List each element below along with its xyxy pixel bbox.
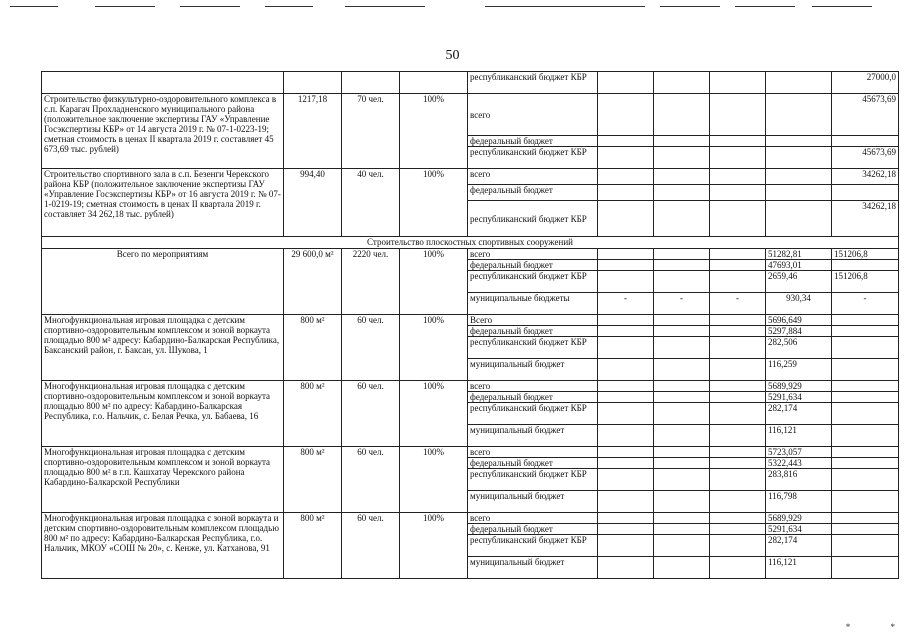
value-cell: 5689,929 — [766, 513, 832, 524]
value-cell: 282,174 — [766, 403, 832, 425]
top-rule — [10, 6, 58, 7]
capacity-cell: 60 чел. — [342, 315, 400, 381]
value-cell: 116,798 — [766, 491, 832, 513]
table-row — [42, 513, 899, 524]
project-description: Многофункциональная игровая площадка с детским спортивно-оздоровительным комплексом и зоной воркаута площадью 800 м² в г.п. Кашхатау Черекского района Кабардино-Балкарской Республики — [42, 447, 284, 513]
value-cell: - — [654, 293, 710, 315]
value-cell: 5322,443 — [766, 458, 832, 469]
value-cell: 151206,8 — [832, 249, 899, 260]
capacity-cell: 60 чел. — [342, 381, 400, 447]
percent-cell: 100% — [400, 169, 468, 237]
capacity-cell: 60 чел. — [342, 513, 400, 579]
area-cell: 800 м² — [284, 381, 342, 447]
source-cell: республиканский бюджет КБР — [468, 535, 598, 557]
value-cell: 5291,634 — [766, 392, 832, 403]
value-cell: 47693,01 — [766, 260, 832, 271]
source-cell: федеральный бюджет — [468, 260, 598, 271]
source-cell: муниципальный бюджет — [468, 359, 598, 381]
area-cell: 800 м² — [284, 513, 342, 579]
source-cell: федеральный бюджет — [468, 458, 598, 469]
table-row — [42, 72, 899, 94]
value-cell: 34262,18 — [832, 169, 899, 185]
source-cell: федеральный бюджет — [468, 185, 598, 201]
source-cell: республиканский бюджет КБР — [468, 271, 598, 293]
top-rule — [345, 6, 425, 7]
percent-cell: 100% — [400, 94, 468, 169]
source-cell: республиканский бюджет КБР — [468, 469, 598, 491]
percent-cell: 100% — [400, 447, 468, 513]
table-row — [42, 169, 899, 185]
source-cell: федеральный бюджет — [468, 392, 598, 403]
top-rule — [660, 6, 720, 7]
project-description: Многофункциональная игровая площадка с детским спортивно-оздоровительным комплексом и зоной воркаута площадью 800 м² адресу: Кабардино-Балкарская Республика, Баксанский район, г. Баксан, ул. Шукова, 1 — [42, 315, 284, 381]
source-cell: муниципальные бюджеты — [468, 293, 598, 315]
area-cell: 29 600,0 м² — [284, 249, 342, 315]
page-number: 50 — [445, 48, 460, 63]
area-cell: 800 м² — [284, 315, 342, 381]
top-rule — [735, 6, 795, 7]
percent-cell: 100% — [400, 513, 468, 579]
source-cell: муниципальный бюджет — [468, 557, 598, 579]
source-cell: федеральный бюджет — [468, 326, 598, 337]
value-cell: 5297,884 — [766, 326, 832, 337]
source-cell: муниципальный бюджет — [468, 491, 598, 513]
value-cell: 27000,0 — [832, 72, 899, 94]
source-cell: республиканский бюджет КБР — [468, 337, 598, 359]
value-cell: 45673,69 — [832, 94, 899, 136]
value-cell: 283,816 — [766, 469, 832, 491]
table-row — [42, 94, 899, 136]
value-cell: 5723,057 — [766, 447, 832, 458]
capacity-cell: 70 чел. — [342, 94, 400, 169]
value-cell: - — [710, 293, 766, 315]
top-rule — [95, 6, 155, 7]
value-cell: 116,259 — [766, 359, 832, 381]
value-cell: 2659,46 — [766, 271, 832, 293]
source-cell: республиканский бюджет КБР — [468, 147, 598, 169]
budget-table — [41, 71, 899, 579]
value-cell: 116,121 — [766, 557, 832, 579]
table-row — [42, 315, 899, 326]
capacity-cell: 2220 чел. — [342, 249, 400, 315]
percent-cell: 100% — [400, 315, 468, 381]
source-cell: федеральный бюджет — [468, 524, 598, 535]
value-cell: 45673,69 — [832, 147, 899, 169]
source-cell: всего — [468, 447, 598, 458]
value-cell: 151206,8 — [832, 271, 899, 293]
value-cell: 282,174 — [766, 535, 832, 557]
value-cell: 5696,649 — [766, 315, 832, 326]
footer-marks — [808, 622, 895, 632]
value-cell: 34262,18 — [832, 201, 899, 237]
area-cell: 800 м² — [284, 447, 342, 513]
top-rule — [180, 6, 240, 7]
value-cell: - — [598, 293, 654, 315]
source-cell: республиканский бюджет КБР — [468, 72, 598, 94]
value-cell: 282,506 — [766, 337, 832, 359]
top-rule — [265, 6, 313, 7]
project-description: Многофункциональная игровая площадка с детским спортивно-оздоровительным комплексом и зоной воркаута площадью 800 м² по адресу: Кабардино-Балкарская Республика, г.о. Нальчик, с. Белая Речка, ул. Бабаева, 16 — [42, 381, 284, 447]
capacity-cell: 40 чел. — [342, 169, 400, 237]
section-title: Строительство плоскостных спортивных сооружений — [42, 237, 899, 249]
source-cell: всего — [468, 249, 598, 260]
area-cell: 1217,18 — [284, 94, 342, 169]
top-rule — [812, 6, 872, 7]
project-description: Строительство физкультурно-оздоровительного комплекса в с.п. Карагач Прохладненского муниципального района (положительное заключение экспертизы ГАУ «Управление Госэкспертизы КБР» от 14 августа 2019 г. № 07-1-0223-19; сметная стоимость в ценах II квартала 2019 г. составляет 45 673,69 тыс. рублей) — [42, 94, 284, 169]
value-cell: - — [832, 293, 899, 315]
source-cell: федеральный бюджет — [468, 136, 598, 147]
total-label: Всего по мероприятиям — [42, 249, 284, 315]
value-cell: 116,121 — [766, 425, 832, 447]
area-cell: 994,40 — [284, 169, 342, 237]
source-cell: всего — [468, 169, 598, 185]
footer-mark: * — [845, 622, 851, 632]
percent-cell: 100% — [400, 381, 468, 447]
table-row — [42, 237, 899, 249]
table-row — [42, 447, 899, 458]
project-description: Многофункциональная игровая площадка с зоной воркаута и детским спортивно-оздоровительным комплексом площадью 800 м² по адресу: Кабардино-Балкарская Республика, г.о. Нальчик, МКОУ «СОШ № 20», с. Кенже, ул. Катханова, 91 — [42, 513, 284, 579]
capacity-cell: 60 чел. — [342, 447, 400, 513]
table-row — [42, 249, 899, 260]
value-cell: 930,34 — [766, 293, 832, 315]
top-rule — [485, 6, 645, 7]
source-cell: всего — [468, 94, 598, 136]
project-description: Строительство спортивного зала в с.п. Безенги Черекского района КБР (положительное заключение экспертизы ГАУ «Управление Госэкспертизы КБР» от 16 августа 2019 г. № 07-1-0219-19; сметная стоимость в ценах II квартала 2019 г. составляет 34 262,18 тыс. рублей) — [42, 169, 284, 237]
value-cell: 51282,81 — [766, 249, 832, 260]
source-cell: всего — [468, 381, 598, 392]
value-cell: 5291,634 — [766, 524, 832, 535]
value-cell: 5689,929 — [766, 381, 832, 392]
table-row — [42, 381, 899, 392]
source-cell: Всего — [468, 315, 598, 326]
percent-cell: 100% — [400, 249, 468, 315]
footer-mark: * — [890, 622, 895, 632]
source-cell: республиканский бюджет КБР — [468, 201, 598, 237]
source-cell: муниципальный бюджет — [468, 425, 598, 447]
source-cell: всего — [468, 513, 598, 524]
source-cell: республиканский бюджет КБР — [468, 403, 598, 425]
